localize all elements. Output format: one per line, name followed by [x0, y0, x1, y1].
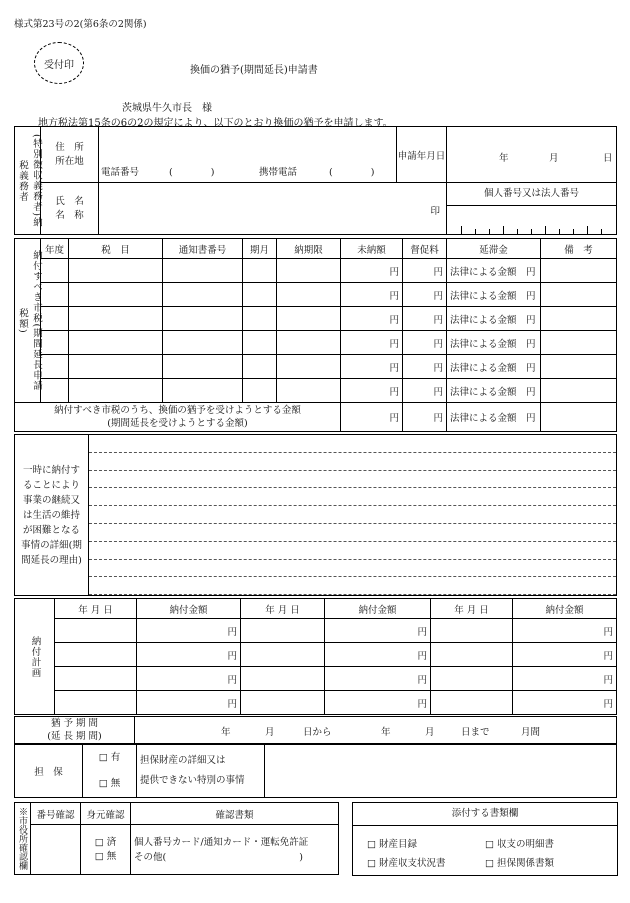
col-notice-no: 通知書番号: [163, 239, 243, 259]
mynumber-boxes: [447, 206, 616, 234]
stamp-label: 受付印: [44, 59, 74, 71]
day-label: 日: [603, 153, 613, 164]
attachment-item[interactable]: □ 財産目録: [367, 839, 417, 850]
form-title: 換価の猶予(期間延長)申請書: [190, 65, 318, 76]
attachment-item[interactable]: □ 財産収支状況書: [367, 858, 446, 869]
total-remarks[interactable]: [541, 403, 617, 432]
documents-label: 確認書類: [131, 803, 339, 825]
collateral-table: [14, 744, 617, 798]
grace-table: [14, 716, 617, 744]
address-label: 住 所 所在地: [41, 127, 99, 183]
form-number: 様式第23号の2(第6条の2関係): [14, 19, 147, 30]
attachment-item[interactable]: □ 担保関係書類: [485, 858, 554, 869]
plan-col-amount-3: 納付金額: [513, 599, 617, 619]
statement: 地方税法第15条の6の2の規定により、以下のとおり換価の猶予を申請します。: [38, 118, 393, 129]
table-row: 円 円 法律による金額 円: [15, 307, 617, 331]
collateral-no-checkbox[interactable]: □ 無: [98, 778, 121, 789]
table-row: 円 円 円: [15, 667, 617, 691]
col-due-date: 納期限: [277, 239, 341, 259]
plan-side-label: 納付計画: [15, 599, 55, 715]
total-dunning[interactable]: 円: [403, 403, 447, 432]
col-late-fee: 延滞金: [447, 239, 541, 259]
applicant-side-label: (特別徴収義務者)納税義務者: [15, 127, 41, 235]
plan-col-amount-1: 納付金額: [137, 599, 241, 619]
number-check-label: 番号確認: [31, 803, 81, 825]
name-field[interactable]: [99, 183, 447, 235]
table-row: 円 円 円: [15, 643, 617, 667]
address-field[interactable]: [99, 127, 397, 183]
tax-table: [14, 238, 617, 432]
addressee: 茨城県牛久市長 様: [122, 103, 212, 114]
table-row: 円 円 法律による金額 円: [15, 259, 617, 283]
applicant-table: [14, 126, 617, 235]
office-table: [14, 802, 339, 875]
year-label: 年: [499, 153, 509, 164]
identity-check-label: 身元確認: [81, 803, 131, 825]
attachment-item[interactable]: □ 収支の明細書: [485, 839, 554, 850]
office-side-label: ※市役所確認欄: [15, 803, 31, 875]
grace-period-field[interactable]: 年 月 日から 年 月 日まで 月間: [135, 717, 617, 744]
table-row: 円 円 法律による金額 円: [15, 379, 617, 403]
number-check-field[interactable]: [31, 825, 81, 875]
reception-stamp: [34, 42, 84, 84]
table-row: 円 円 円: [15, 691, 617, 715]
plan-col-date-2: 年 月 日: [241, 599, 325, 619]
table-row: 円 円 法律による金額 円: [15, 331, 617, 355]
col-remarks: 備 考: [541, 239, 617, 259]
collateral-yes-checkbox[interactable]: □ 有: [98, 752, 121, 763]
plan-col-date-1: 年 月 日: [55, 599, 137, 619]
seal-mark: 印: [430, 206, 440, 217]
plan-col-amount-2: 納付金額: [325, 599, 431, 619]
date-label: 申請年月日: [397, 127, 447, 183]
name-label: 氏 名 名 称: [41, 183, 99, 235]
table-row: 円 円 円: [15, 619, 617, 643]
total-label: 納付すべき市税のうち、換価の猶予を受けようとする金額 (期間延長を受けようとする金額): [15, 403, 341, 432]
total-late-fee[interactable]: 法律による金額 円: [447, 403, 541, 432]
tax-side-label: 納付すべき市税(期間延長申請税額): [15, 239, 41, 403]
phone-paren: ( ): [169, 167, 215, 178]
identity-done-checkbox[interactable]: □ 済: [94, 836, 117, 848]
attachments-title: 添付する書類欄: [353, 803, 617, 826]
identity-check-field: [81, 825, 131, 875]
table-row: 円 円 法律による金額 円: [15, 355, 617, 379]
collateral-options: [83, 745, 137, 798]
plan-col-date-3: 年 月 日: [431, 599, 513, 619]
total-row: [15, 403, 617, 432]
collateral-detail-field[interactable]: [265, 745, 617, 798]
table-row: 円 円 法律による金額 円: [15, 283, 617, 307]
collateral-label: 担 保: [15, 745, 83, 798]
payment-plan-table: [14, 598, 617, 715]
mobile-paren: ( ): [329, 167, 375, 178]
col-dunning: 督促料: [403, 239, 447, 259]
attachments-box: [352, 802, 618, 876]
date-field[interactable]: [447, 127, 617, 183]
mynumber-label: 個人番号又は法人番号: [447, 183, 616, 206]
col-period: 期月: [243, 239, 277, 259]
identity-none-checkbox[interactable]: □ 無: [94, 850, 117, 862]
col-unpaid: 未納額: [341, 239, 403, 259]
hardship-table: [14, 434, 617, 596]
hardship-label: 一時に納付することにより事業の継続又は生活の維持が困難となる事情の詳細(期間延長の理由): [15, 435, 89, 596]
col-year: 年度: [41, 239, 69, 259]
grace-label: 猶 予 期 間 (延 長 期 間): [15, 717, 135, 744]
documents-field: 個人番号カード/通知カード・運転免許証 その他( ): [131, 825, 339, 875]
col-tax-item: 税 目: [69, 239, 163, 259]
mobile-label: 携帯電話: [259, 167, 298, 178]
month-label: 月: [549, 153, 559, 164]
mynumber-field[interactable]: [447, 183, 617, 235]
collateral-detail-label: 担保財産の詳細又は 提供できない特別の事情: [137, 745, 265, 798]
phone-label: 電話番号: [101, 167, 140, 178]
total-unpaid[interactable]: 円: [341, 403, 403, 432]
hardship-detail-field[interactable]: [89, 435, 617, 596]
